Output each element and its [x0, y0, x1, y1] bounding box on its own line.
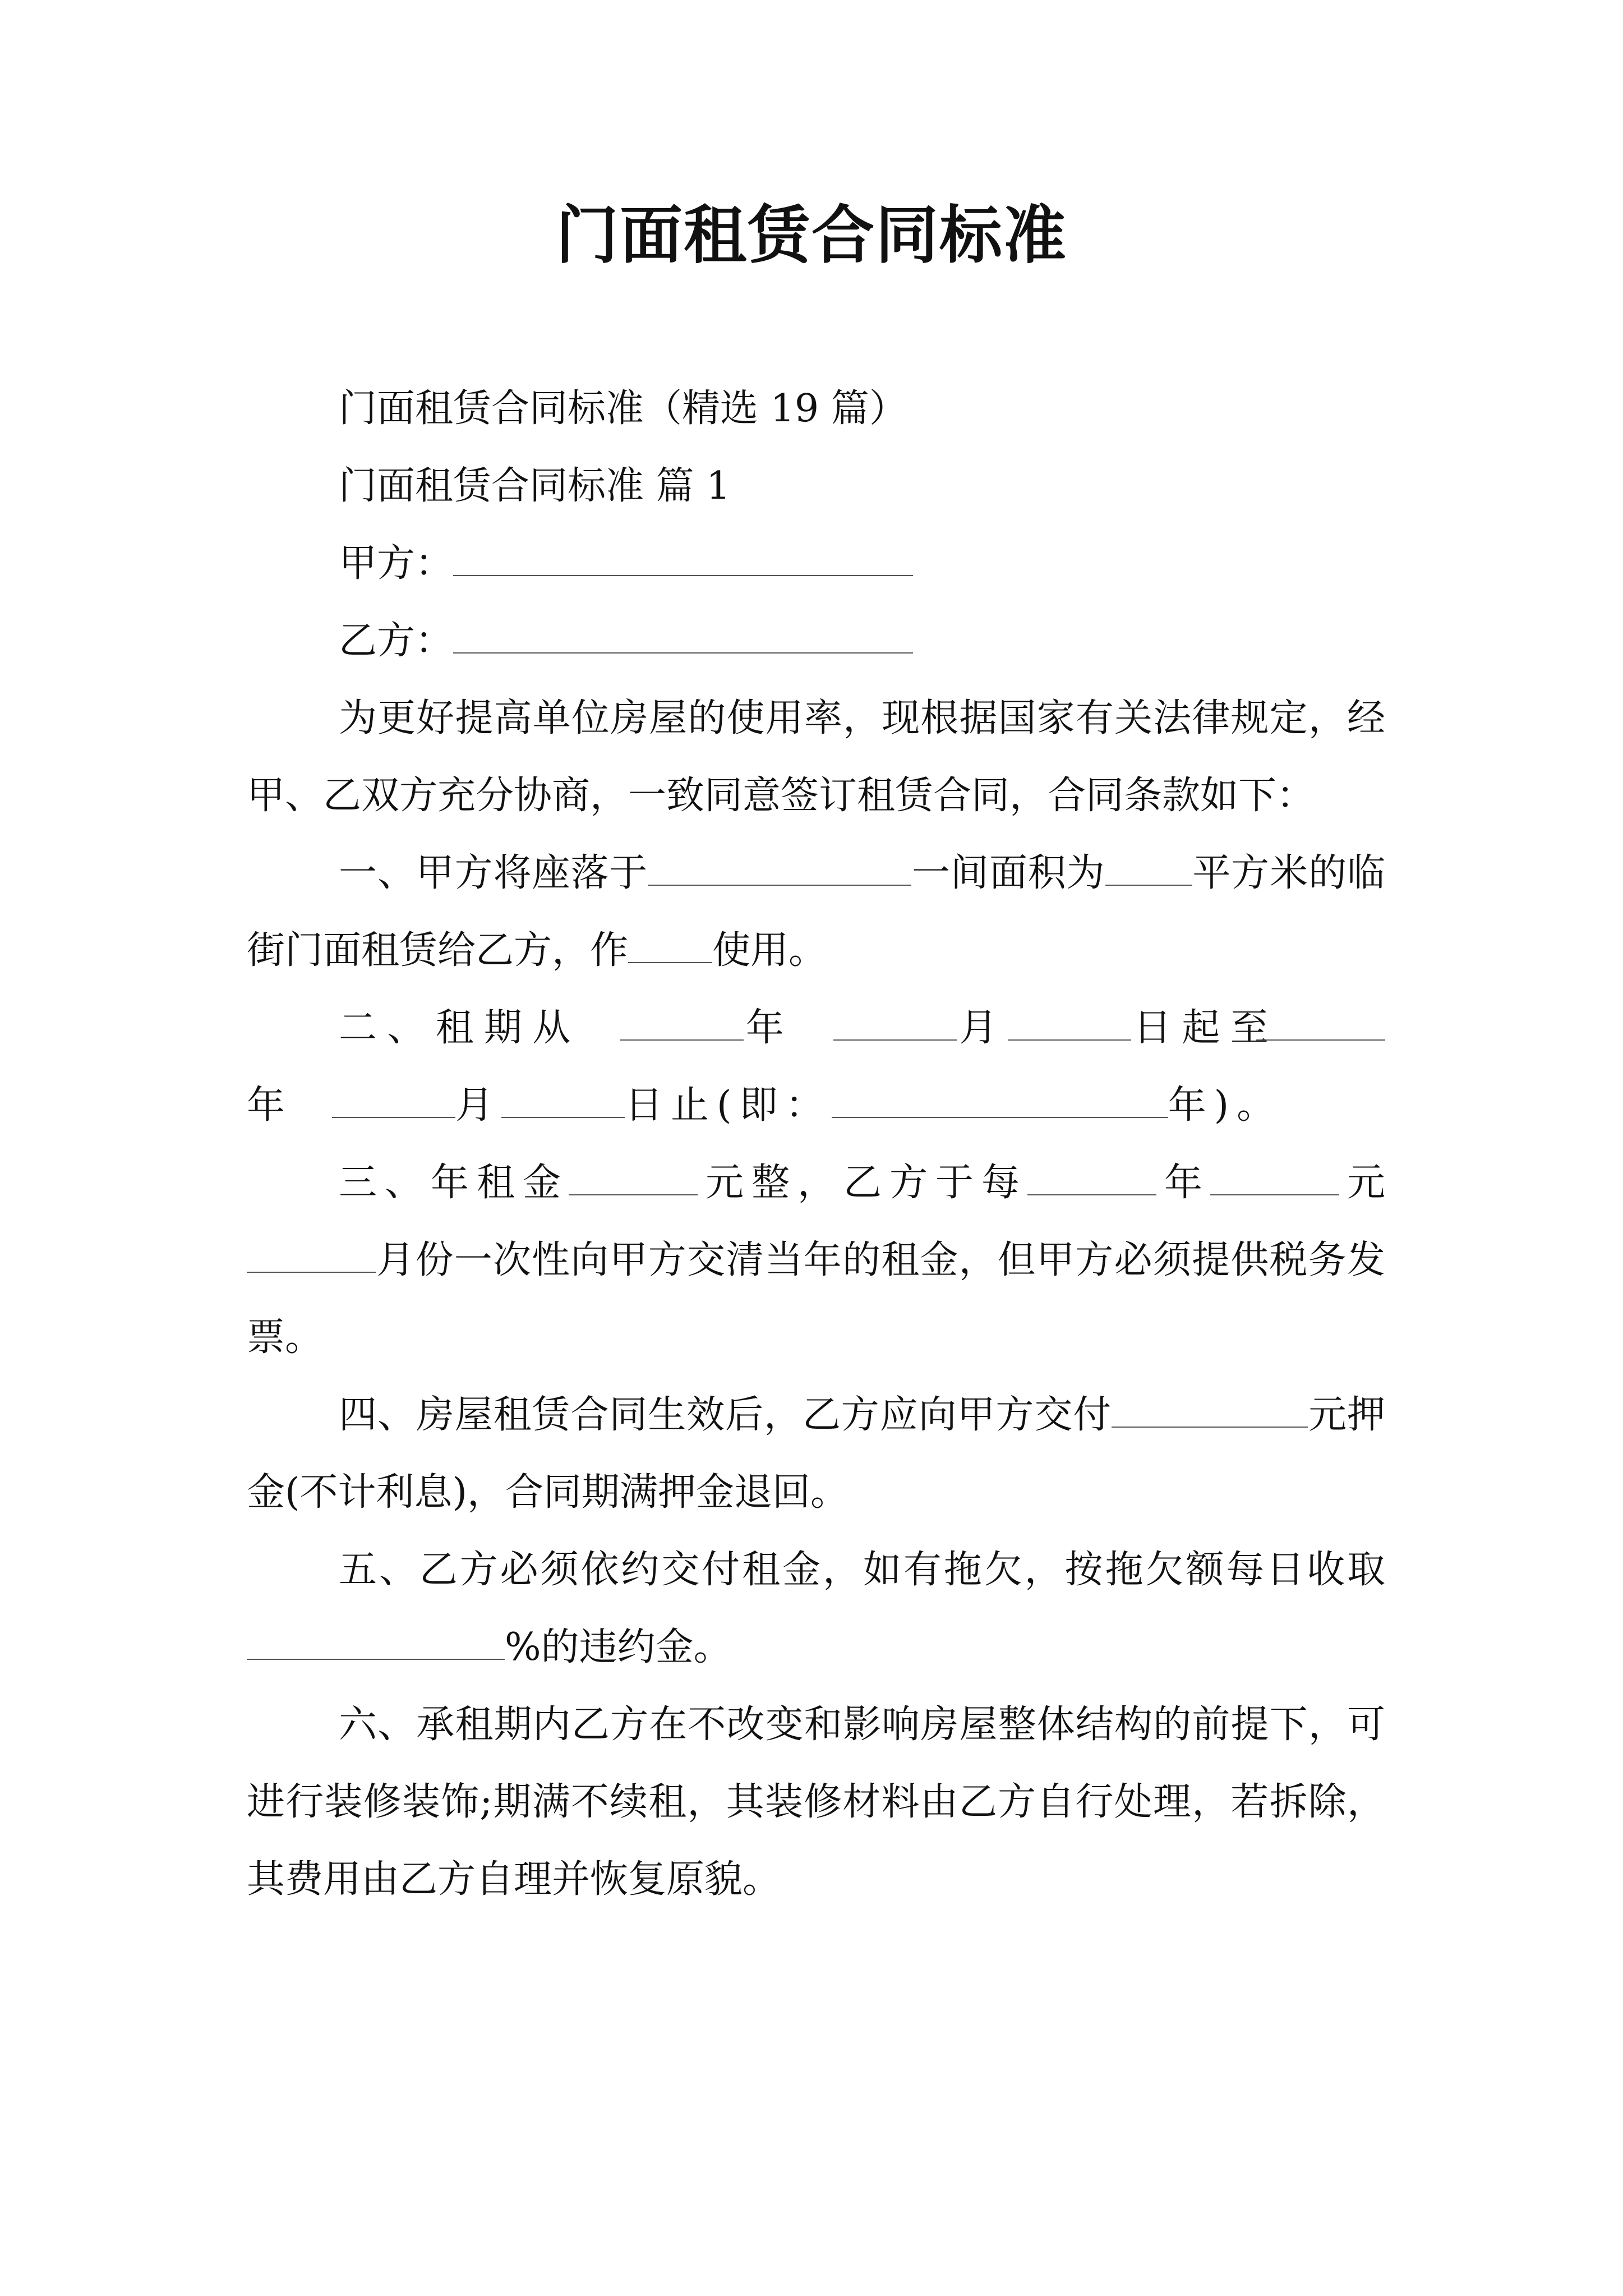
clause-2-blank-start-month [833, 1007, 957, 1041]
clause-3-text-d: 元 [1339, 1161, 1385, 1205]
clause-3 [247, 1144, 1385, 1377]
clause-3-text-a: 三、年租金 [339, 1161, 569, 1205]
clause-1-blank-location [648, 852, 911, 886]
clause-2-text-g: 日止(即： [625, 1083, 832, 1128]
document-title: 门面租赁合同标准 [556, 199, 1067, 272]
clause-2 [247, 990, 1385, 1144]
party-b-line [247, 602, 1385, 680]
clause-2-blank-end-month [332, 1084, 455, 1118]
clause-2-text-h: 年)。 [1168, 1083, 1283, 1128]
clause-5-blank-rate [247, 1626, 505, 1660]
clause-6: 六、承租期内乙方在不改变和影响房屋整体结构的前提下，可进行装修装饰;期满不续租，其装修材料由乙方自行处理，若拆除，其费用由乙方自理并恢复原貌。 [247, 1703, 1385, 1902]
clause-5-text-a: 五、乙方必须依约交付租金，如有拖欠，按拖欠额每日收取 [339, 1548, 1385, 1592]
clause-3-blank-rent [569, 1162, 698, 1195]
clause-1-blank-area [1105, 852, 1192, 886]
party-b-label: 乙方： [339, 619, 454, 663]
party-a-label: 甲方： [339, 541, 454, 586]
clause-2-text-b: 年 [743, 1006, 795, 1050]
clause-1-text-d: 使用。 [712, 928, 827, 973]
clause-3-blank-year [1027, 1162, 1156, 1195]
clause-5 [247, 1531, 1385, 1686]
clause-1-text-c: 平方米的临街门面租赁给乙方，作 [247, 851, 1385, 973]
clause-5-text-b: %的违约金。 [505, 1625, 732, 1669]
clause-1 [247, 835, 1385, 990]
section-heading: 门面租赁合同标准 篇 1 [339, 464, 731, 508]
party-b-blank [453, 620, 913, 654]
clause-2-text-e: 年 [247, 1083, 293, 1128]
clause-2-text-c: 月 [957, 1006, 1008, 1050]
party-a-line [247, 525, 1385, 602]
clause-3-blank-month [247, 1239, 376, 1273]
party-a-blank [453, 542, 913, 576]
clause-2-text-a: 二、租期从 [339, 1006, 581, 1050]
clause-2-blank-end-year [1256, 1007, 1385, 1041]
clause-4-blank-deposit [1112, 1394, 1308, 1428]
clause-1-text-b: 一间面积为 [911, 851, 1105, 895]
document-body [247, 370, 1385, 1918]
clause-3-text-c: 年 [1156, 1161, 1210, 1205]
clause-2-blank-end-day [501, 1084, 625, 1118]
clause-2-text-f: 月 [455, 1083, 502, 1128]
clause-3-text-b: 元整，乙方于每 [697, 1161, 1027, 1205]
clause-2-blank-start-day [1008, 1007, 1131, 1041]
clause-1-blank-use [628, 930, 712, 963]
clause-2-text-d: 日起至 [1131, 1006, 1279, 1050]
clause-4-text-b: 元押金(不计利息)，合同期满押金退回。 [247, 1393, 1385, 1515]
intro-paragraph: 为更好提高单位房屋的使用率，现根据国家有关法律规定，经甲、乙双方充分协商，一致同意签订租赁合同，合同条款如下： [247, 696, 1385, 818]
clause-3-text-e: 月份一次性向甲方交清当年的租金，但甲方必须提供税务发票。 [247, 1238, 1385, 1360]
clause-3-blank-amount [1210, 1162, 1339, 1195]
clause-1-text-a: 一、甲方将座落于 [339, 851, 648, 895]
clause-4-text-a: 四、房屋租赁合同生效后，乙方应向甲方交付 [339, 1393, 1112, 1437]
clause-2-blank-duration [832, 1084, 1168, 1118]
subtitle: 门面租赁合同标准（精选 19 篇） [339, 386, 907, 431]
clause-4 [247, 1377, 1385, 1531]
clause-2-blank-start-year [620, 1007, 744, 1041]
